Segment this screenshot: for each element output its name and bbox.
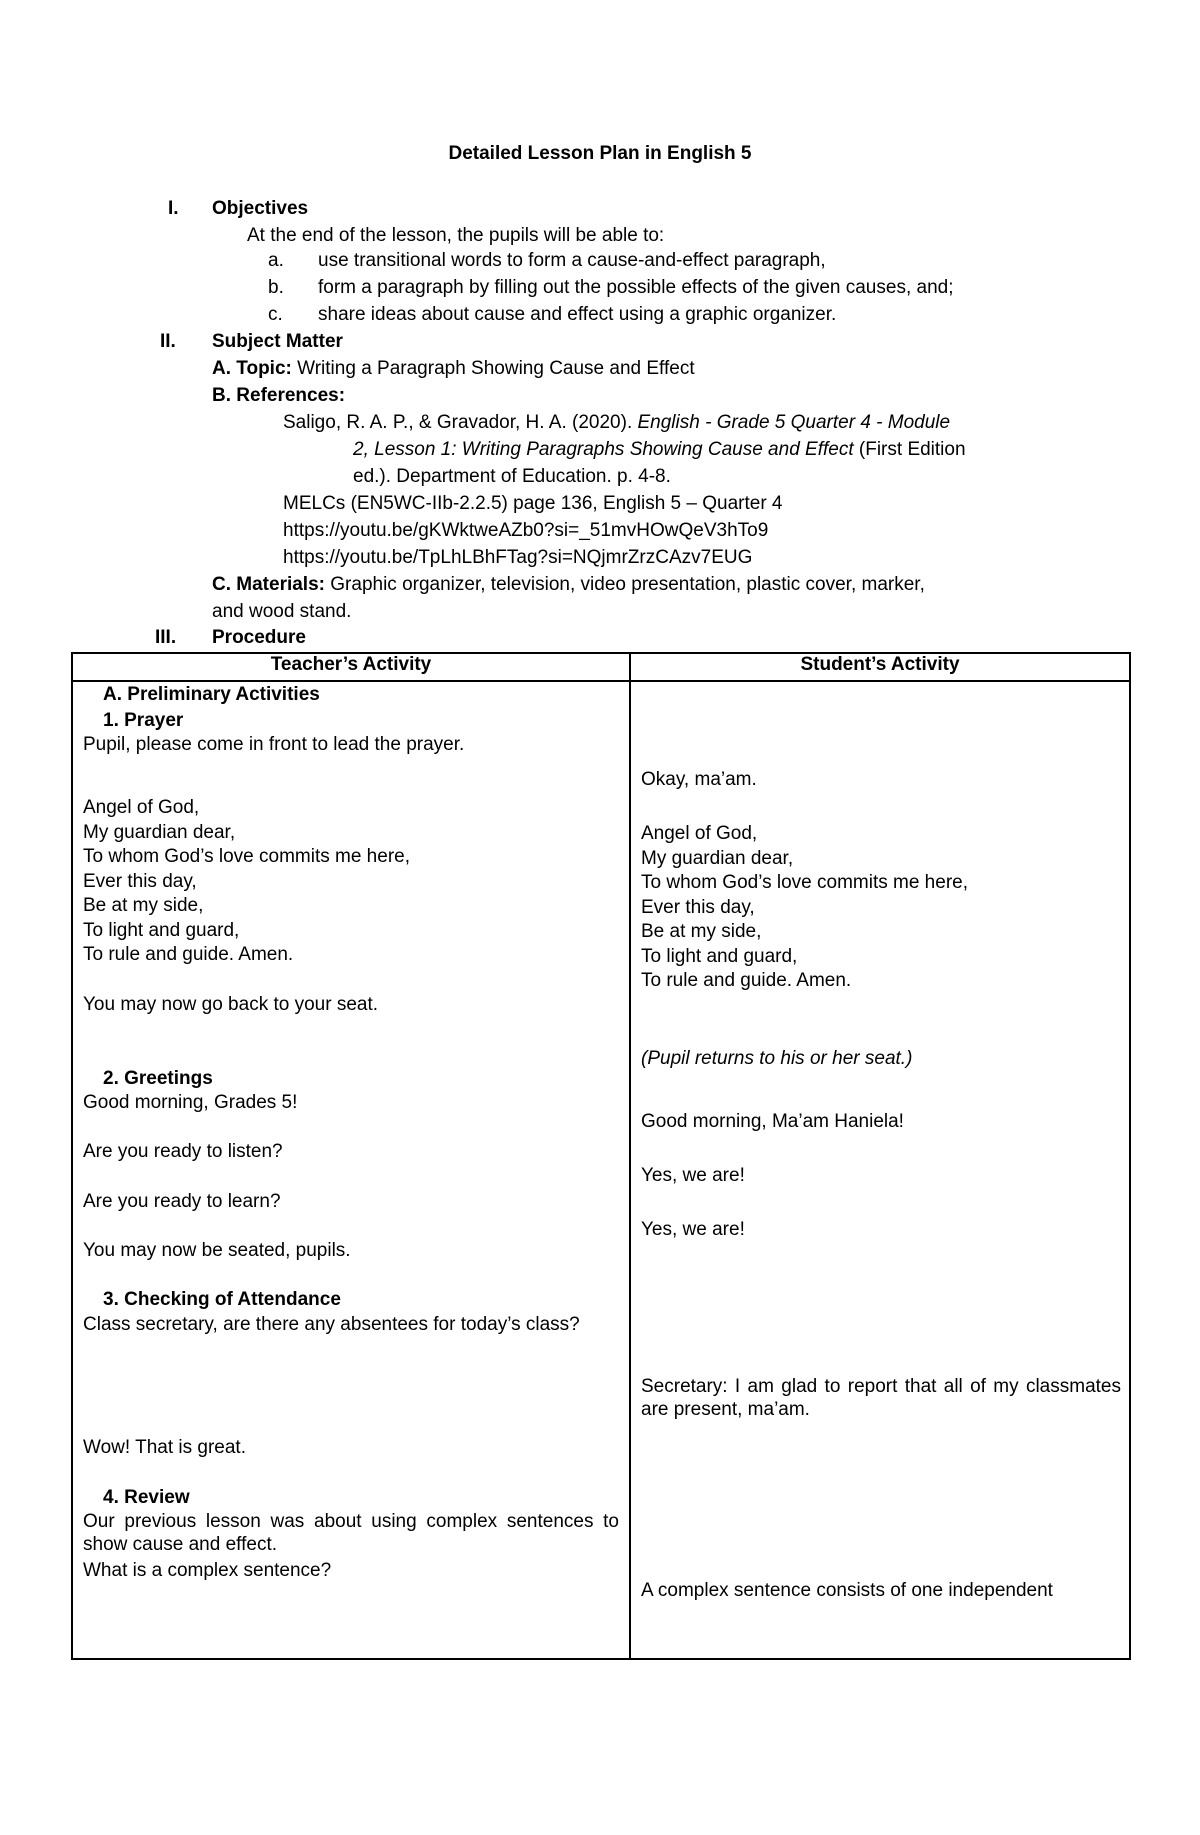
reference-2: MELCs (EN5WC-IIb-2.2.5) page 136, English 5 – Quarter 4 bbox=[283, 493, 783, 514]
back-to-seat-instruction: You may now go back to your seat. bbox=[83, 994, 379, 1015]
student-prayer-line: To light and guard, bbox=[641, 946, 798, 967]
teacher-seated-instruction: You may now be seated, pupils. bbox=[83, 1240, 351, 1261]
objective-item-a: use transitional words to form a cause-and-effect paragraph, bbox=[318, 250, 826, 271]
reference-1-title-b: 2, Lesson 1: Writing Paragraphs Showing Cause and Effect bbox=[353, 439, 854, 460]
materials-continued: and wood stand. bbox=[212, 601, 352, 622]
objective-letter-c: c. bbox=[268, 304, 283, 325]
objectives-numeral: I. bbox=[168, 198, 179, 219]
objectives-intro: At the end of the lesson, the pupils will be able to: bbox=[247, 225, 665, 246]
objective-item-b: form a paragraph by filling out the possible effects of the given causes, and; bbox=[318, 277, 954, 298]
teacher-prayer-line: To rule and guide. Amen. bbox=[83, 944, 294, 965]
objective-letter-b: b. bbox=[268, 277, 284, 298]
review-question: What is a complex sentence? bbox=[83, 1560, 332, 1581]
student-prayer-line: Ever this day, bbox=[641, 897, 755, 918]
student-returns-seat: (Pupil returns to his or her seat.) bbox=[641, 1048, 913, 1069]
materials-line bbox=[212, 574, 925, 597]
references-label: B. References: bbox=[212, 385, 346, 406]
attendance-reply: Wow! That is great. bbox=[83, 1437, 246, 1458]
reference-1-line-2 bbox=[353, 439, 966, 462]
procedure-numeral: III. bbox=[155, 627, 177, 648]
student-prayer-line: To whom God’s love commits me here, bbox=[641, 872, 968, 893]
reference-1-title-a: English - Grade 5 Quarter 4 - Module bbox=[637, 412, 951, 433]
topic-text: Writing a Paragraph Showing Cause and Effect bbox=[297, 358, 695, 379]
reference-1-edition: (First Edition bbox=[858, 439, 966, 460]
teacher-prayer-line: My guardian dear, bbox=[83, 822, 236, 843]
student-greeting-reply: Good morning, Ma’am Haniela! bbox=[641, 1111, 904, 1132]
teacher-prayer-line: Ever this day, bbox=[83, 871, 197, 892]
attendance-question: Class secretary, are there any absentees for today’s class? bbox=[83, 1314, 580, 1335]
materials-text: Graphic organizer, television, video presentation, plastic cover, marker, bbox=[330, 574, 925, 595]
reference-4-link[interactable]: https://youtu.be/TpLhLBhFTag?si=NQjmrZrzCAzv7EUG bbox=[283, 547, 753, 568]
student-yes-learn: Yes, we are! bbox=[641, 1219, 745, 1240]
review-heading: 4. Review bbox=[103, 1487, 190, 1508]
procedure-table bbox=[71, 652, 1131, 1660]
preliminary-heading: A. Preliminary Activities bbox=[103, 684, 320, 705]
student-complex-answer: A complex sentence consists of one independent bbox=[641, 1580, 1053, 1601]
column-header-student: Student’s Activity bbox=[630, 653, 1130, 681]
review-text: Our previous lesson was about using complex sentences to show cause and effect. bbox=[83, 1511, 619, 1555]
teacher-activity-cell bbox=[72, 681, 630, 1659]
prayer-instruction: Pupil, please come in front to lead the prayer. bbox=[83, 734, 465, 755]
reference-1-publisher: ed.). Department of Education. p. 4-8. bbox=[353, 466, 671, 487]
student-yes-listen: Yes, we are! bbox=[641, 1165, 745, 1186]
reference-3-link[interactable]: https://youtu.be/gKWktweAZb0?si=_51mvHOwQeV3hTo9 bbox=[283, 520, 769, 541]
objective-letter-a: a. bbox=[268, 250, 284, 271]
teacher-prayer-line: Be at my side, bbox=[83, 895, 204, 916]
objectives-heading: Objectives bbox=[212, 198, 309, 219]
teacher-question-learn: Are you ready to learn? bbox=[83, 1191, 281, 1212]
teacher-prayer-line: To light and guard, bbox=[83, 920, 240, 941]
student-activity-cell bbox=[630, 681, 1130, 1659]
secretary-report: Secretary: I am glad to report that all of my classmates are present, ma’am. bbox=[641, 1376, 1121, 1420]
student-prayer-line: Be at my side, bbox=[641, 921, 762, 942]
student-prayer-line: Angel of God, bbox=[641, 823, 758, 844]
subject-numeral: II. bbox=[160, 331, 176, 352]
teacher-prayer-line: To whom God’s love commits me here, bbox=[83, 846, 410, 867]
student-okay: Okay, ma’am. bbox=[641, 769, 757, 790]
subject-heading: Subject Matter bbox=[212, 331, 343, 352]
greetings-heading: 2. Greetings bbox=[103, 1068, 213, 1089]
topic-label: A. Topic: bbox=[212, 358, 292, 379]
materials-label: C. Materials: bbox=[212, 574, 325, 595]
reference-1-line-1 bbox=[283, 412, 950, 435]
prayer-heading: 1. Prayer bbox=[103, 710, 184, 731]
page-title: Detailed Lesson Plan in English 5 bbox=[448, 143, 752, 164]
teacher-greeting: Good morning, Grades 5! bbox=[83, 1092, 298, 1113]
procedure-heading: Procedure bbox=[212, 627, 306, 648]
teacher-question-listen: Are you ready to listen? bbox=[83, 1141, 283, 1162]
student-prayer-line: My guardian dear, bbox=[641, 848, 794, 869]
topic-line bbox=[212, 358, 695, 381]
reference-1-authors: Saligo, R. A. P., & Gravador, H. A. (2020). bbox=[283, 412, 633, 433]
attendance-heading: 3. Checking of Attendance bbox=[103, 1289, 341, 1310]
student-prayer-line: To rule and guide. Amen. bbox=[641, 970, 852, 991]
teacher-prayer-line: Angel of God, bbox=[83, 797, 200, 818]
column-header-teacher: Teacher’s Activity bbox=[72, 653, 630, 681]
objective-item-c: share ideas about cause and effect using a graphic organizer. bbox=[318, 304, 837, 325]
